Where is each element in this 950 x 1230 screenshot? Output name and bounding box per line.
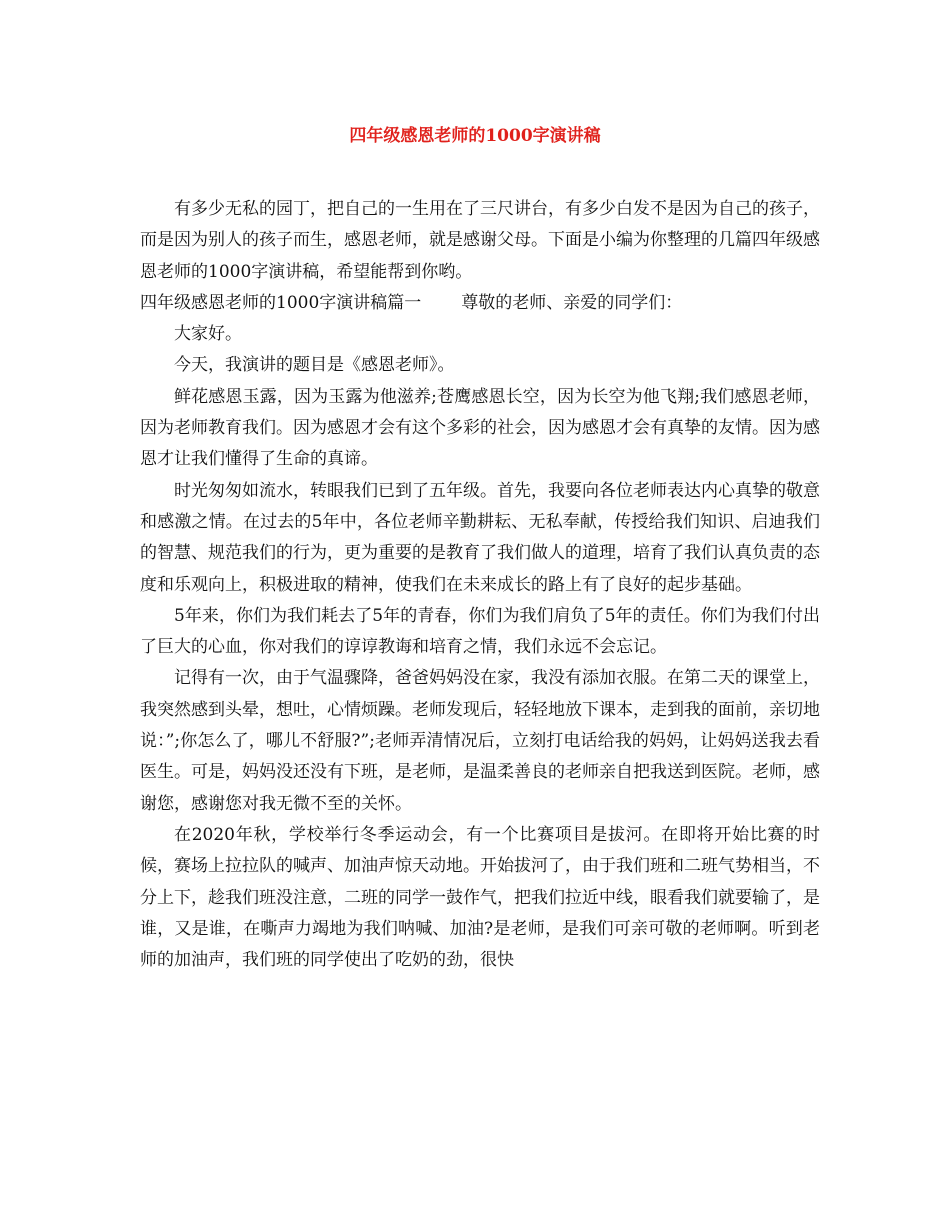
- paragraph-topic: 今天，我演讲的题目是《感恩老师》。: [174, 355, 455, 376]
- section-heading: 四年级感恩老师的1000字演讲稿篇一: [140, 292, 422, 313]
- paragraph-gratitude: 鲜花感恩玉露，因为玉露为他滋养;苍鹰感恩长空，因为长空为他飞翔;我们感恩老师，因为老师教育我们。因为感恩才会有这个多彩的社会，因为感恩才会有真挚的友情。因为感恩才让我们懂得了生命的真谛。: [140, 386, 820, 470]
- paragraph-greeting: 大家好。: [174, 324, 242, 345]
- salutation: 尊敬的老师、亲爱的同学们：: [461, 292, 683, 313]
- paragraph-five-years: 5年来，你们为我们耗去了5年的青春，你们为我们肩负了5年的责任。你们为我们付出了巨大的心血，你对我们的谆谆教诲和培育之情，我们永远不会忘记。: [140, 605, 820, 658]
- paragraph-time: 时光匆匆如流水，转眼我们已到了五年级。首先，我要向各位老师表达内心真挚的敬意和感激之情。在过去的5年中，各位老师辛勤耕耘、无私奉献，传授给我们知识、启迪我们的智慧、规范我们的行为，更为重要的是教育了我们做人的道理，培育了我们认真负责的态度和乐观向上，积极进取的精神，使我们在未来成长的路上有了良好的起步基础。: [140, 480, 820, 595]
- document-body: [140, 194, 820, 976]
- document-title: 四年级感恩老师的1000字演讲稿: [349, 126, 601, 146]
- section-heading-line: [140, 288, 820, 319]
- paragraph-memory: 记得有一次，由于气温骤降，爸爸妈妈没在家，我没有添加衣服。在第二天的课堂上，我突然感到头晕，想吐，心情烦躁。老师发现后，轻轻地放下课本，走到我的面前，亲切地说：”;你怎么了，哪儿不舒服?”;老师弄清情况后，立刻打电话给我的妈妈，让妈妈送我去看医生。可是，妈妈没还没有下班，是老师，是温柔善良的老师亲自把我送到医院。老师，感谢您，感谢您对我无微不至的关怀。: [140, 668, 820, 814]
- paragraph-tug-of-war: 在2020年秋，学校举行冬季运动会，有一个比赛项目是拔河。在即将开始比赛的时候，赛场上拉拉队的喊声、加油声惊天动地。开始拔河了，由于我们班和二班气势相当，不分上下，趁我们班没注意，二班的同学一鼓作气，把我们拉近中线，眼看我们就要输了，是谁，又是谁，在嘶声力竭地为我们呐喊、加油?是老师，是我们可亲可敬的老师啊。听到老师的加油声，我们班的同学使出了吃奶的劲，很快: [140, 824, 820, 971]
- intro-paragraph: 有多少无私的园丁，把自己的一生用在了三尺讲台，有多少白发不是因为自己的孩子，而是因为别人的孩子而生，感恩老师，就是感谢父母。下面是小编为你整理的几篇四年级感恩老师的1000字演讲稿，希望能帮到你哟。: [140, 199, 820, 282]
